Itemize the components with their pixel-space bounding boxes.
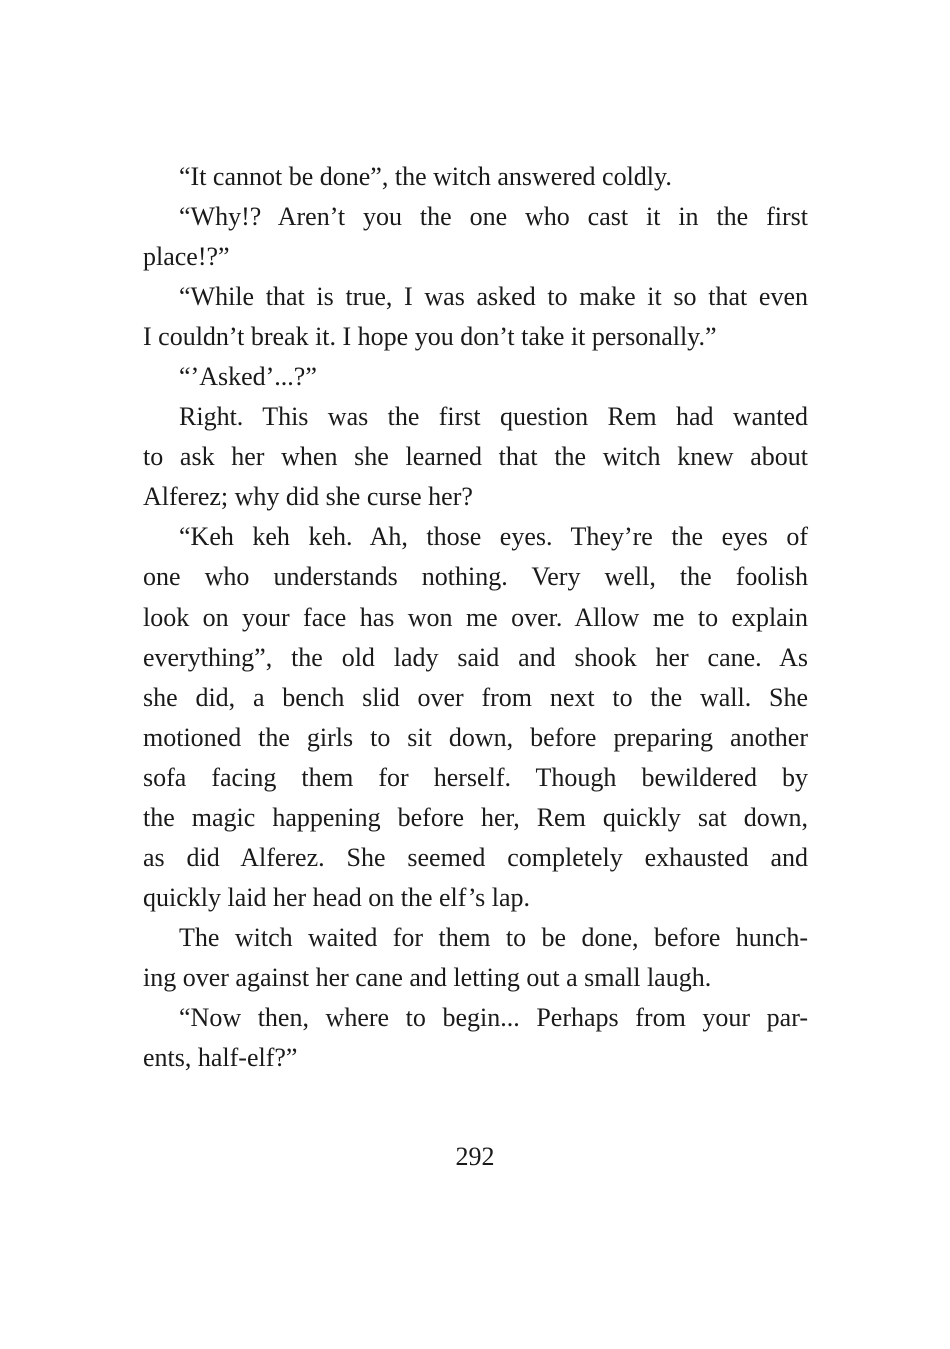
text-line: she did, a bench slid over from next to the wall. She	[143, 682, 808, 712]
text-line: “While that is true, I was asked to make it so that even	[179, 282, 808, 312]
page-number: 292	[455, 1142, 495, 1171]
text-line: everything”, the old lady said and shook her cane. As	[143, 642, 808, 672]
text-line: “It cannot be done”, the witch answered coldly.	[179, 162, 672, 191]
text-line: look on your face has won me over. Allow me to explain	[143, 602, 808, 632]
text-line: to ask her when she learned that the witch knew about	[143, 442, 808, 472]
text-line: the magic happening before her, Rem quickly sat down,	[143, 802, 808, 832]
text-line: sofa facing them for herself. Though bewildered by	[143, 762, 808, 792]
text-line: “Keh keh keh. Ah, those eyes. They’re the eyes of	[179, 522, 808, 552]
paragraph	[143, 397, 808, 517]
paragraph	[143, 197, 808, 277]
paragraph	[143, 157, 808, 197]
text-line: one who understands nothing. Very well, the foolish	[143, 562, 808, 592]
text-line: I couldn’t break it. I hope you don’t take it personally.”	[143, 322, 717, 352]
text-line: “Why!? Aren’t you the one who cast it in the first	[179, 202, 808, 232]
text-line: Alferez; why did she curse her?	[143, 482, 473, 512]
text-line: Right. This was the first question Rem had wanted	[179, 402, 808, 432]
text-line: ing over against her cane and letting out a small laugh.	[143, 962, 712, 992]
text-line: place!?”	[143, 242, 230, 272]
text-line: ents, half-elf?”	[143, 1043, 298, 1073]
text-line: motioned the girls to sit down, before preparing another	[143, 722, 808, 752]
text-line: “Now then, where to begin... Perhaps from your par-	[179, 1002, 808, 1032]
paragraph	[143, 357, 808, 397]
paragraph	[143, 998, 808, 1078]
paragraph	[143, 918, 808, 998]
text-line: as did Alferez. She seemed completely exhausted and	[143, 842, 808, 872]
paragraph	[143, 277, 808, 357]
text-line: The witch waited for them to be done, before hunch-	[179, 922, 808, 952]
text-line: quickly laid her head on the elf’s lap.	[143, 882, 530, 912]
body-text	[143, 157, 808, 1078]
text-line: “’Asked’...?”	[179, 362, 317, 392]
paragraph	[143, 517, 808, 917]
